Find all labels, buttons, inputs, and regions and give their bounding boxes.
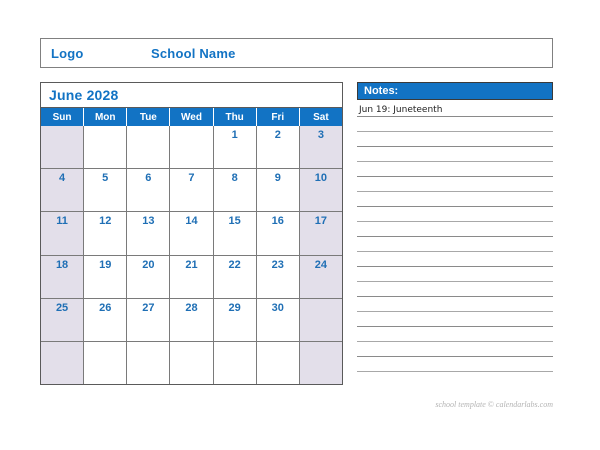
note-line[interactable] [357,132,553,147]
calendar-day-cell-empty[interactable] [170,126,213,168]
calendar-day-cell-12[interactable] [84,212,127,254]
calendar-day-cell-empty[interactable] [127,126,170,168]
day-number: 11 [56,215,68,228]
day-number: 25 [55,301,69,314]
note-line[interactable] [357,342,553,357]
calendar-day-cell-15[interactable] [214,212,257,254]
calendar-day-cell-7[interactable] [170,169,213,211]
calendar-day-cell-empty[interactable] [257,342,300,384]
calendar-day-cell-25[interactable] [41,299,84,341]
calendar-week-row [41,212,342,255]
day-number: 13 [142,215,155,228]
day-number: 16 [271,215,284,228]
day-number: 17 [314,215,328,228]
calendar-day-cell-1[interactable] [214,126,257,168]
calendar-day-cell-empty[interactable] [41,126,84,168]
weekday-header-sun: Sun [41,108,84,126]
note-line[interactable] [357,312,553,327]
day-number: 21 [185,258,198,271]
calendar-day-cell-16[interactable] [257,212,300,254]
calendar-day-cell-5[interactable] [84,169,127,211]
note-line[interactable] [357,327,553,342]
calendar-day-cell-28[interactable] [170,299,213,341]
weekday-header-row [41,108,342,126]
note-line[interactable] [357,267,553,282]
calendar-day-cell-empty[interactable] [84,342,127,384]
calendar-day-cell-8[interactable] [214,169,257,211]
calendar-day-cell-11[interactable] [41,212,84,254]
calendar-day-cell-10[interactable] [300,169,342,211]
note-line[interactable] [357,252,553,267]
calendar-day-cell-26[interactable] [84,299,127,341]
note-line-text: Jun 19: Juneteenth [359,105,443,115]
day-number: 20 [142,258,155,271]
calendar-day-cell-13[interactable] [127,212,170,254]
day-number: 24 [314,258,328,271]
calendar-day-cell-21[interactable] [170,256,213,298]
note-line[interactable] [357,147,553,162]
calendar-day-cell-27[interactable] [127,299,170,341]
calendar-day-cell-23[interactable] [257,256,300,298]
note-line[interactable] [357,207,553,222]
day-number: 15 [228,215,241,228]
calendar-day-cell-empty[interactable] [170,342,213,384]
footer-credit: school template © calendarlabs.com [435,400,553,409]
calendar-day-cell-18[interactable] [41,256,84,298]
school-name-field[interactable]: School Name [151,45,236,61]
calendar-day-cell-24[interactable] [300,256,342,298]
calendar-day-cell-9[interactable] [257,169,300,211]
calendar-day-cell-empty[interactable] [300,342,342,384]
calendar-day-cell-22[interactable] [214,256,257,298]
note-line[interactable] [357,192,553,207]
calendar-day-cell-20[interactable] [127,256,170,298]
day-number: 30 [271,301,284,314]
day-number: 1 [231,129,238,141]
notes-panel-header [357,82,553,100]
calendar-day-cell-17[interactable] [300,212,342,254]
day-number: 28 [185,301,198,314]
calendar-title-row [41,83,342,108]
weekday-header-sat: Sat [313,111,329,123]
day-number: 27 [142,301,155,314]
calendar-week-row [41,342,342,384]
day-number: 14 [185,215,198,228]
calendar-month-year-title: June 2028 [49,87,119,103]
weekday-header-thu: Thu [214,108,257,126]
day-number: 3 [317,129,324,141]
day-number: 4 [59,172,66,185]
weekday-header-mon: Mon [84,108,127,126]
calendar-day-cell-2[interactable] [257,126,300,168]
note-line[interactable] [357,222,553,237]
day-number: 6 [145,172,152,185]
day-number: 2 [274,129,281,141]
calendar-weeks-body [41,126,342,384]
calendar-day-cell-empty[interactable] [214,342,257,384]
weekday-header-fri: Fri [257,108,300,126]
note-line[interactable] [357,297,553,312]
school-header-bar [40,38,553,68]
calendar-day-cell-4[interactable] [41,169,84,211]
notes-header-label: Notes: [364,85,399,97]
weekday-header-wed: Wed [170,108,213,126]
note-line[interactable] [357,117,553,132]
day-number: 5 [102,172,109,185]
calendar-day-cell-6[interactable] [127,169,170,211]
calendar-day-cell-3[interactable] [300,126,342,168]
calendar-week-row [41,126,342,169]
day-number: 22 [228,258,241,271]
note-line[interactable] [357,102,553,117]
note-line[interactable] [357,237,553,252]
calendar-day-cell-30[interactable] [257,299,300,341]
calendar-week-row [41,299,342,342]
calendar-day-cell-29[interactable] [214,299,257,341]
calendar-table [40,82,343,385]
note-line[interactable] [357,162,553,177]
note-line[interactable] [357,177,553,192]
day-number: 10 [314,172,328,185]
note-line[interactable] [357,357,553,372]
weekday-header-tue: Tue [127,108,170,126]
calendar-day-cell-19[interactable] [84,256,127,298]
note-line[interactable] [357,282,553,297]
day-number: 9 [274,172,281,185]
day-number: 26 [99,301,112,314]
day-number: 18 [55,258,69,271]
calendar-week-row [41,256,342,299]
calendar-day-cell-14[interactable] [170,212,213,254]
calendar-day-cell-empty[interactable] [84,126,127,168]
day-number: 12 [99,215,112,228]
calendar-day-cell-empty[interactable] [127,342,170,384]
day-number: 19 [99,258,112,271]
day-number: 8 [231,172,238,185]
day-number: 23 [271,258,284,271]
logo-placeholder[interactable]: Logo [51,45,84,61]
notes-panel [357,82,553,385]
calendar-week-row [41,169,342,212]
day-number: 29 [228,301,241,314]
calendar-day-cell-empty[interactable] [41,342,84,384]
day-number: 7 [188,172,195,185]
calendar-day-cell-empty[interactable] [300,299,342,341]
notes-lines-container [357,102,553,372]
